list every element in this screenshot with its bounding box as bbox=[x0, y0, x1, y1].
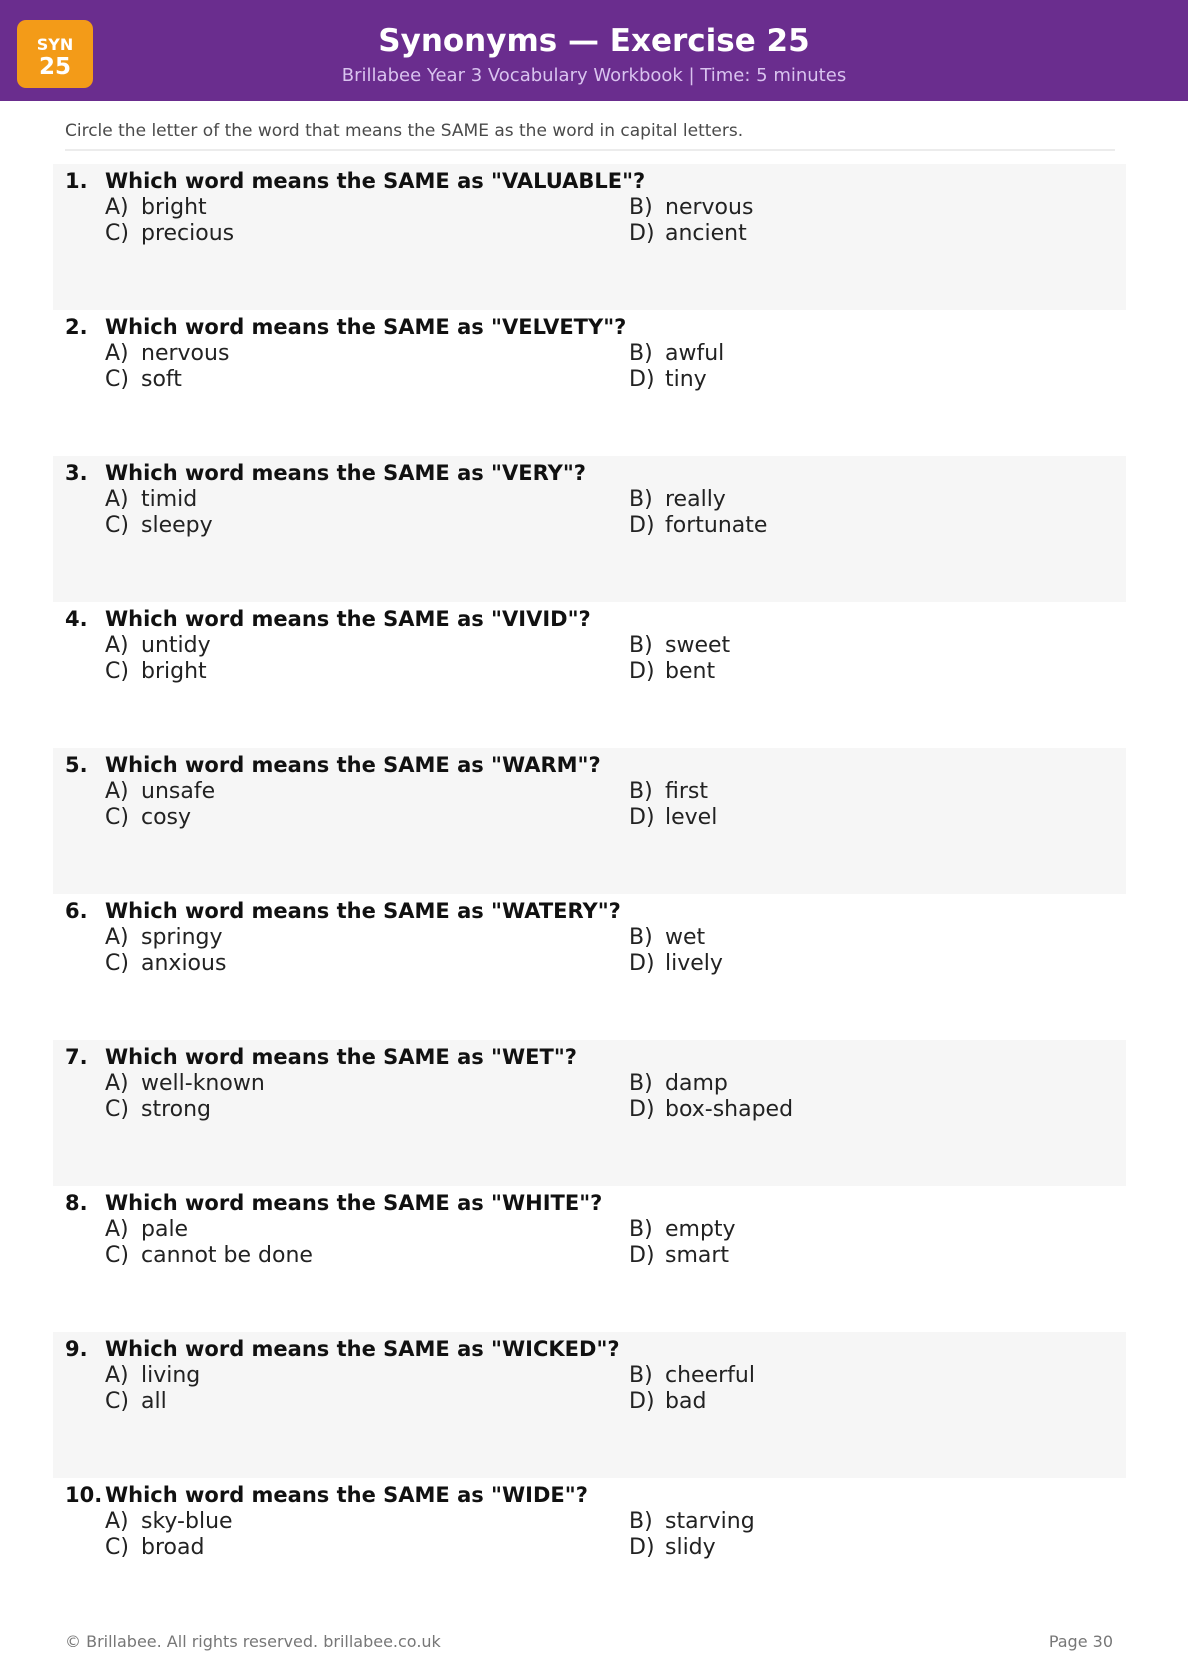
option-text: strong bbox=[141, 1097, 212, 1122]
option-text: bent bbox=[665, 659, 716, 684]
option-letter[interactable]: C) bbox=[105, 221, 129, 246]
answer-options bbox=[105, 779, 1114, 831]
question-block bbox=[53, 1186, 1126, 1332]
option-letter[interactable]: A) bbox=[105, 1217, 129, 1242]
option-text: first bbox=[665, 779, 708, 804]
option-letter[interactable]: B) bbox=[629, 1363, 653, 1388]
question-block bbox=[53, 1040, 1126, 1186]
answer-option[interactable] bbox=[105, 1071, 629, 1097]
option-text: nervous bbox=[665, 195, 754, 220]
answer-option[interactable] bbox=[629, 1097, 1049, 1123]
answer-option[interactable] bbox=[105, 633, 629, 659]
option-text: fortunate bbox=[665, 513, 768, 538]
option-letter[interactable]: C) bbox=[105, 805, 129, 830]
option-letter[interactable]: D) bbox=[629, 221, 655, 246]
option-text: wet bbox=[665, 925, 706, 950]
footer-copyright: © Brillabee. All rights reserved. brillabee.co.uk bbox=[65, 1632, 441, 1651]
answer-options bbox=[105, 1217, 1114, 1269]
option-letter[interactable]: C) bbox=[105, 1243, 129, 1268]
option-letter[interactable]: B) bbox=[629, 1071, 653, 1096]
answer-option[interactable] bbox=[105, 1097, 629, 1123]
option-letter[interactable]: B) bbox=[629, 1217, 653, 1242]
question-heading bbox=[65, 460, 1114, 487]
option-letter[interactable]: D) bbox=[629, 951, 655, 976]
option-letter[interactable]: A) bbox=[105, 779, 129, 804]
option-text: well-known bbox=[141, 1071, 265, 1096]
question-heading bbox=[65, 752, 1114, 779]
option-letter[interactable]: B) bbox=[629, 925, 653, 950]
option-text: timid bbox=[141, 487, 198, 512]
instructions: Circle the letter of the word that means the SAME as the word in capital letters. bbox=[65, 119, 1115, 151]
option-letter[interactable]: B) bbox=[629, 195, 653, 220]
question-heading bbox=[65, 314, 1114, 341]
question-text: Which word means the SAME as "VELVETY"? bbox=[105, 315, 627, 339]
option-letter[interactable]: D) bbox=[629, 659, 655, 684]
answer-options bbox=[105, 1071, 1114, 1123]
answer-option[interactable] bbox=[105, 925, 629, 951]
option-text: tiny bbox=[665, 367, 707, 392]
option-letter[interactable]: C) bbox=[105, 951, 129, 976]
answer-option[interactable] bbox=[629, 221, 1049, 247]
question-block bbox=[53, 1332, 1126, 1478]
answer-option[interactable] bbox=[629, 487, 1049, 513]
option-letter[interactable]: D) bbox=[629, 513, 655, 538]
option-letter[interactable]: B) bbox=[629, 779, 653, 804]
answer-option[interactable] bbox=[629, 951, 1049, 977]
question-text: Which word means the SAME as "WATERY"? bbox=[105, 899, 621, 923]
answer-option[interactable] bbox=[629, 513, 1049, 539]
question-number: 3. bbox=[65, 461, 88, 485]
question-heading bbox=[65, 1190, 1114, 1217]
option-letter[interactable]: B) bbox=[629, 487, 653, 512]
option-text: untidy bbox=[141, 633, 211, 658]
option-text: soft bbox=[141, 367, 182, 392]
option-letter[interactable]: B) bbox=[629, 633, 653, 658]
answer-option[interactable] bbox=[105, 341, 629, 367]
answer-option[interactable] bbox=[629, 659, 1049, 685]
option-letter[interactable]: C) bbox=[105, 659, 129, 684]
question-number: 1. bbox=[65, 169, 88, 193]
question-number: 2. bbox=[65, 315, 88, 339]
question-heading bbox=[65, 1044, 1114, 1071]
option-text: level bbox=[665, 805, 718, 830]
question-heading bbox=[65, 1482, 1114, 1509]
option-text: cannot be done bbox=[141, 1243, 313, 1268]
option-letter[interactable]: A) bbox=[105, 925, 129, 950]
option-letter[interactable]: D) bbox=[629, 1535, 655, 1560]
option-text: ancient bbox=[665, 221, 747, 246]
answer-option[interactable] bbox=[629, 779, 1049, 805]
answer-option[interactable] bbox=[629, 367, 1049, 393]
option-text: cheerful bbox=[665, 1363, 755, 1388]
option-text: bright bbox=[141, 195, 207, 220]
question-block bbox=[53, 310, 1126, 456]
answer-option[interactable] bbox=[629, 1217, 1049, 1243]
answer-option[interactable] bbox=[105, 1535, 629, 1561]
answer-option[interactable] bbox=[629, 195, 1049, 221]
option-letter[interactable]: A) bbox=[105, 341, 129, 366]
question-heading bbox=[65, 898, 1114, 925]
option-text: lively bbox=[665, 951, 723, 976]
answer-option[interactable] bbox=[105, 367, 629, 393]
option-letter[interactable]: C) bbox=[105, 1389, 129, 1414]
option-text: springy bbox=[141, 925, 223, 950]
option-text: sleepy bbox=[141, 513, 213, 538]
option-letter[interactable]: A) bbox=[105, 1363, 129, 1388]
badge-code: SYN bbox=[36, 35, 74, 54]
answer-options bbox=[105, 633, 1114, 685]
option-text: damp bbox=[665, 1071, 728, 1096]
option-letter[interactable]: C) bbox=[105, 367, 129, 392]
option-text: cosy bbox=[141, 805, 192, 830]
question-heading bbox=[65, 606, 1114, 633]
option-text: really bbox=[665, 487, 726, 512]
option-letter[interactable]: C) bbox=[105, 1535, 129, 1560]
answer-options bbox=[105, 341, 1114, 393]
option-text: box-shaped bbox=[665, 1097, 794, 1122]
option-letter[interactable]: C) bbox=[105, 1097, 129, 1122]
option-text: broad bbox=[141, 1535, 205, 1560]
option-text: slidy bbox=[665, 1535, 716, 1560]
question-number: 10. bbox=[65, 1483, 103, 1507]
option-text: pale bbox=[141, 1217, 189, 1242]
option-letter[interactable]: D) bbox=[629, 805, 655, 830]
option-text: bad bbox=[665, 1389, 707, 1414]
answer-option[interactable] bbox=[105, 221, 629, 247]
option-text: sky-blue bbox=[141, 1509, 233, 1534]
question-block bbox=[53, 748, 1126, 894]
answer-option[interactable] bbox=[629, 1071, 1049, 1097]
answer-option[interactable] bbox=[105, 659, 629, 685]
option-letter[interactable]: D) bbox=[629, 367, 655, 392]
option-letter[interactable]: D) bbox=[629, 1389, 655, 1414]
option-letter[interactable]: D) bbox=[629, 1097, 655, 1122]
option-letter[interactable]: B) bbox=[629, 341, 653, 366]
option-text: all bbox=[141, 1389, 167, 1414]
answer-option[interactable] bbox=[105, 487, 629, 513]
answer-option[interactable] bbox=[629, 1389, 1049, 1415]
page-number: Page 30 bbox=[1048, 1632, 1113, 1651]
answer-option[interactable] bbox=[105, 951, 629, 977]
page-header bbox=[0, 0, 1188, 101]
question-text: Which word means the SAME as "WICKED"? bbox=[105, 1337, 620, 1361]
answer-option[interactable] bbox=[105, 1243, 629, 1269]
answer-option[interactable] bbox=[629, 1243, 1049, 1269]
option-text: starving bbox=[665, 1509, 755, 1534]
answer-options bbox=[105, 487, 1114, 539]
answer-option[interactable] bbox=[105, 1509, 629, 1535]
option-text: unsafe bbox=[141, 779, 216, 804]
question-number: 5. bbox=[65, 753, 88, 777]
page-title: Synonyms — Exercise 25 bbox=[378, 23, 810, 59]
question-list bbox=[53, 164, 1126, 1624]
answer-option[interactable] bbox=[105, 513, 629, 539]
answer-option[interactable] bbox=[629, 925, 1049, 951]
question-text: Which word means the SAME as "VIVID"? bbox=[105, 607, 591, 631]
option-letter[interactable]: B) bbox=[629, 1509, 653, 1534]
option-text: awful bbox=[665, 341, 725, 366]
answer-option[interactable] bbox=[629, 633, 1049, 659]
question-number: 8. bbox=[65, 1191, 88, 1215]
answer-option[interactable] bbox=[105, 1389, 629, 1415]
answer-option[interactable] bbox=[105, 1217, 629, 1243]
option-text: living bbox=[141, 1363, 201, 1388]
option-text: nervous bbox=[141, 341, 230, 366]
answer-options bbox=[105, 195, 1114, 247]
question-number: 6. bbox=[65, 899, 88, 923]
answer-option[interactable] bbox=[105, 195, 629, 221]
answer-option[interactable] bbox=[105, 779, 629, 805]
question-number: 7. bbox=[65, 1045, 88, 1069]
option-letter[interactable]: A) bbox=[105, 195, 129, 220]
question-text: Which word means the SAME as "WIDE"? bbox=[105, 1483, 588, 1507]
option-letter[interactable]: D) bbox=[629, 1243, 655, 1268]
option-letter[interactable]: A) bbox=[105, 1071, 129, 1096]
question-block bbox=[53, 1478, 1126, 1624]
option-letter[interactable]: A) bbox=[105, 1509, 129, 1534]
answer-options bbox=[105, 1363, 1114, 1415]
option-text: smart bbox=[665, 1243, 730, 1268]
badge-number: 25 bbox=[38, 54, 71, 80]
option-text: sweet bbox=[665, 633, 731, 658]
answer-option[interactable] bbox=[105, 1363, 629, 1389]
question-heading bbox=[65, 168, 1114, 195]
answer-option[interactable] bbox=[629, 1363, 1049, 1389]
option-text: bright bbox=[141, 659, 207, 684]
question-number: 9. bbox=[65, 1337, 88, 1361]
option-text: anxious bbox=[141, 951, 227, 976]
answer-options bbox=[105, 1509, 1114, 1561]
question-block bbox=[53, 456, 1126, 602]
question-text: Which word means the SAME as "VERY"? bbox=[105, 461, 586, 485]
question-block bbox=[53, 602, 1126, 748]
question-text: Which word means the SAME as "WARM"? bbox=[105, 753, 601, 777]
answer-option[interactable] bbox=[629, 1509, 1049, 1535]
answer-option[interactable] bbox=[629, 805, 1049, 831]
page-subtitle: Brillabee Year 3 Vocabulary Workbook | Time: 5 minutes bbox=[341, 65, 847, 86]
option-letter[interactable]: A) bbox=[105, 487, 129, 512]
question-block bbox=[53, 164, 1126, 310]
option-text: empty bbox=[665, 1217, 736, 1242]
question-text: Which word means the SAME as "VALUABLE"? bbox=[105, 169, 646, 193]
question-text: Which word means the SAME as "WHITE"? bbox=[105, 1191, 603, 1215]
option-text: precious bbox=[141, 221, 235, 246]
question-number: 4. bbox=[65, 607, 88, 631]
question-text: Which word means the SAME as "WET"? bbox=[105, 1045, 577, 1069]
answer-option[interactable] bbox=[629, 341, 1049, 367]
question-heading bbox=[65, 1336, 1114, 1363]
option-letter[interactable]: A) bbox=[105, 633, 129, 658]
answer-option[interactable] bbox=[105, 805, 629, 831]
answer-option[interactable] bbox=[629, 1535, 1049, 1561]
answer-options bbox=[105, 925, 1114, 977]
option-letter[interactable]: C) bbox=[105, 513, 129, 538]
question-block bbox=[53, 894, 1126, 1040]
